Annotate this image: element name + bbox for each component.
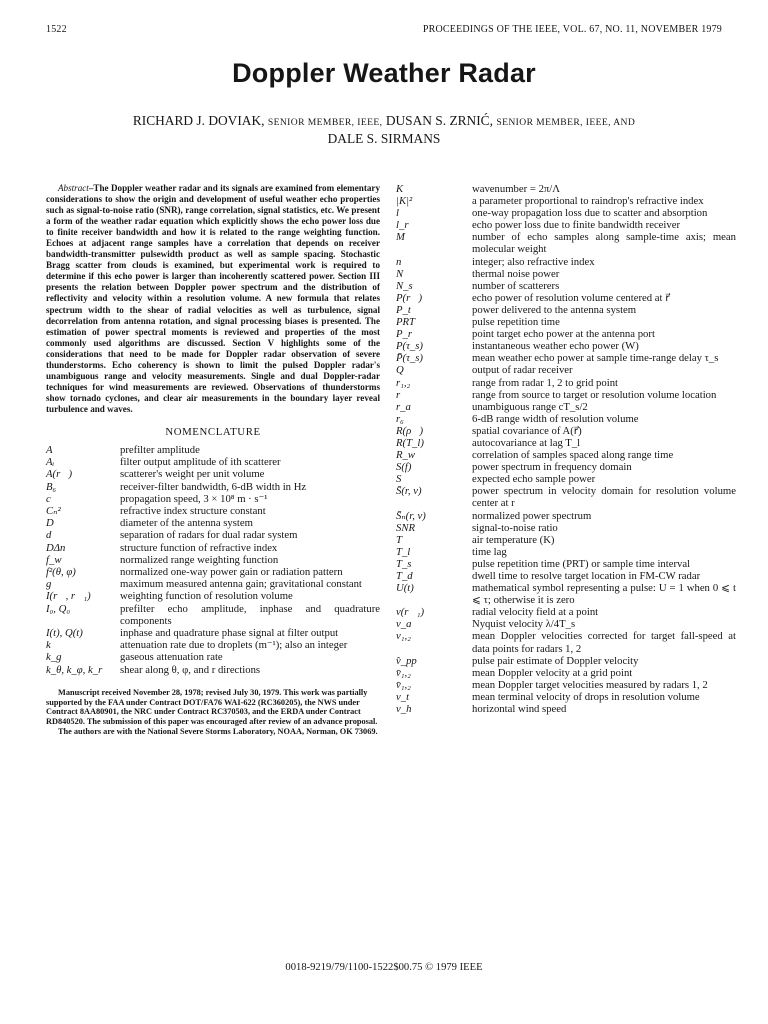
nomenclature-definition: propagation speed, 3 × 10⁸ m · s⁻¹ [120, 492, 268, 505]
nomenclature-definition: radial velocity field at a point [472, 606, 599, 619]
nomenclature-row [396, 667, 736, 679]
nomenclature-definition: filter output amplitude of ith scatterer [120, 456, 281, 469]
nomenclature-row [396, 268, 736, 280]
author-name: DUSAN S. ZRNIĆ, [385, 113, 493, 128]
nomenclature-row [396, 377, 736, 389]
nomenclature-row [396, 328, 736, 340]
nomenclature-definition: pulse pair estimate of Doppler velocity [472, 654, 639, 667]
nomenclature-row [396, 207, 736, 219]
nomenclature-symbol: Q [396, 364, 404, 377]
nomenclature-definition: range from radar 1, 2 to grid point [472, 376, 619, 389]
nomenclature-row [46, 517, 380, 529]
nomenclature-symbol: I₀, Q₀ [46, 602, 71, 615]
nomenclature-row [46, 566, 380, 578]
right-column [396, 183, 736, 715]
nomenclature-row [46, 590, 380, 602]
nomenclature-symbol: T_l [396, 545, 411, 558]
nomenclature-row [46, 578, 380, 590]
nomenclature-symbol: r₆ [396, 412, 404, 425]
nomenclature-row [396, 256, 736, 268]
nomenclature-symbol: T_d [396, 570, 413, 582]
nomenclature-symbol: N_s [396, 279, 413, 292]
nomenclature-row [396, 195, 736, 207]
nomenclature-row [396, 485, 736, 509]
abstract [46, 183, 380, 415]
nomenclature-row [396, 231, 736, 255]
copyright-footer: 0018-9219/79/1100-1522$00.75 © 1979 IEEE [285, 962, 483, 973]
nomenclature-definition: number of scatterers [472, 279, 560, 292]
nomenclature-row [396, 413, 736, 425]
nomenclature-definition: time lag [472, 545, 507, 558]
nomenclature-symbol: S̄(r, v) [396, 485, 422, 498]
nomenclature-definition: weighting function of resolution volume [120, 590, 293, 603]
nomenclature-row [396, 340, 736, 352]
nomenclature-row [396, 183, 736, 195]
nomenclature-row [396, 292, 736, 304]
nomenclature-definition: maximum measured antenna gain; gravitational constant [120, 578, 362, 591]
nomenclature-row [46, 639, 380, 651]
nomenclature-definition: power spectrum in velocity domain for resolution volume center at r [472, 485, 736, 510]
nomenclature-definition: inphase and quadrature phase signal at filter output [120, 627, 339, 640]
nomenclature-row [396, 522, 736, 534]
nomenclature-symbol: l [396, 207, 399, 220]
nomenclature-symbol: c [46, 492, 51, 505]
page-number: 1522 [46, 24, 67, 35]
abstract-text: –The Doppler weather radar and its signals are examined from elementary considerations to show the origin and development of useful weather echo properties such as signal-to-noise ratio (SNR), range correlation, signal statistics, etc. We present a form of the weather radar equation which explicitly shows the echo power loss due to finite receiver bandwidth and how it is related to the range weighting function. Echoes at adjacent range samples have a correlation that depends on receiver bandwidth-transmitter pulsewidth product as well as sample spacing. Stochastic Bragg scatter from clouds is examined, but experimental work is required to determine if this echo power is larger than incoherently scattered power. Section III presents the relation between Doppler power spectrum and the distribution of reflectivity and velocity within a resolution volume. A new formula that relates spectrum width to the shear of radial velocities as well as turbulence, signal decorrelation from antenna rotation, and signal processing biases is presented. The estimation of power spectral moments is reviewed and properties of the most commonly used algorithms are discussed. Section V highlights some of the considerations that need to be made for Doppler radar observation of severe thunderstorms. Echo coherency is shown to limit the pulsed Doppler radar's unambiguous range and velocity measurements. Single and dual Doppler-radar techniques for wind measurements are reviewed. Observations of thunderstorms show tornado cyclones, and clear air measurements in the boundary layer reveal turbulence and waves. [46, 183, 380, 414]
nomenclature-row [396, 691, 736, 703]
nomenclature-symbol: Cₙ² [46, 505, 61, 517]
nomenclature-definition: instantaneous weather echo power (W) [472, 340, 639, 353]
nomenclature-row [46, 664, 380, 676]
nomenclature-symbol: T [396, 533, 402, 546]
nomenclature-symbol: n [396, 255, 402, 268]
nomenclature-symbol: R(ρ⃗) [396, 424, 424, 437]
nomenclature-symbol: M [396, 231, 405, 244]
nomenclature-row [396, 437, 736, 449]
nomenclature-definition: normalized power spectrum [472, 509, 592, 522]
nomenclature-row [396, 606, 736, 618]
paper-title: Doppler Weather Radar [232, 58, 536, 88]
nomenclature-row [396, 401, 736, 413]
nomenclature-definition: spatial covariance of A(r⃗) [472, 424, 582, 437]
nomenclature-row [396, 510, 736, 522]
nomenclature-definition: signal-to-noise ratio [472, 521, 558, 534]
nomenclature-definition: shear along θ, φ, and r directions [120, 663, 261, 676]
nomenclature-definition: pulse repetition time [472, 316, 560, 329]
nomenclature-definition: autocovariance at lag T_l [472, 436, 581, 449]
nomenclature-definition: wavenumber = 2π/Λ [472, 183, 561, 195]
nomenclature-symbol: g [46, 578, 52, 591]
nomenclature-symbol: v_t [396, 690, 410, 703]
nomenclature-definition: 6-dB range width of resolution volume [472, 412, 639, 425]
nomenclature-symbol: S̄ₙ(r, v) [396, 509, 426, 522]
nomenclature-definition: horizontal wind speed [472, 703, 567, 716]
nomenclature-definition: mathematical symbol representing a pulse: U = 1 when 0 ⩽ t ⩽ τ; otherwise it is zero [472, 582, 736, 607]
nomenclature-symbol: v_h [396, 703, 412, 716]
nomenclature-definition: one-way propagation loss due to scatter and absorption [472, 207, 708, 220]
nomenclature-definition: prefilter echo amplitude, inphase and quadrature components [120, 602, 380, 627]
nomenclature-symbol: r_a [396, 400, 411, 413]
nomenclature-symbol: A [46, 443, 53, 456]
nomenclature-row [396, 679, 736, 691]
nomenclature-row [46, 651, 380, 663]
nomenclature-row [396, 316, 736, 328]
running-header [46, 24, 722, 38]
nomenclature-symbol: v̂_pp [396, 654, 417, 667]
nomenclature-definition: attenuation rate due to droplets (m⁻¹); also an integer [120, 639, 348, 652]
nomenclature-row [396, 352, 736, 364]
nomenclature-symbol: P̄(τ_s) [396, 352, 423, 365]
left-column [46, 183, 380, 737]
nomenclature-symbol: v_a [396, 618, 412, 631]
nomenclature-table-left [46, 444, 380, 676]
nomenclature-row [396, 703, 736, 715]
nomenclature-symbol: v̄₁,₂ [396, 678, 411, 691]
nomenclature-definition: normalized one-way power gain or radiation pattern [120, 566, 343, 579]
nomenclature-heading: NOMENCLATURE [165, 425, 261, 438]
nomenclature-definition: power delivered to the antenna system [472, 303, 637, 316]
nomenclature-symbol: A(r⃗) [46, 468, 73, 481]
nomenclature-definition: mean Doppler target velocities measured by radars 1, 2 [472, 678, 708, 691]
nomenclature-definition: structure function of refractive index [120, 541, 278, 554]
author-affiliation: SENIOR MEMBER, IEEE, AND [496, 117, 636, 128]
nomenclature-row [46, 529, 380, 541]
nomenclature-row [46, 603, 380, 627]
nomenclature-symbol: v(r⃗₁) [396, 606, 425, 619]
nomenclature-symbol: R_w [396, 449, 416, 462]
nomenclature-symbol: k [46, 639, 51, 652]
nomenclature-definition: range from source to target or resolution volume location [472, 388, 717, 401]
nomenclature-definition: echo power of resolution volume centered at r⃗ [472, 291, 670, 304]
nomenclature-row [396, 219, 736, 231]
nomenclature-row [396, 558, 736, 570]
nomenclature-definition: mean terminal velocity of drops in resolution volume [472, 690, 700, 703]
nomenclature-symbol: l_r [396, 219, 409, 232]
abstract-label: Abstract [58, 183, 89, 193]
nomenclature-definition: diameter of the antenna system [120, 517, 253, 530]
nomenclature-definition: output of radar receiver [472, 364, 573, 377]
nomenclature-row [396, 364, 736, 376]
nomenclature-row [396, 534, 736, 546]
nomenclature-symbol: f²(θ, φ) [46, 566, 76, 579]
nomenclature-row [46, 444, 380, 456]
nomenclature-symbol: k_g [46, 651, 62, 664]
nomenclature-symbol: k_θ, k_φ, k_r [46, 663, 103, 676]
nomenclature-definition: expected echo sample power [472, 473, 596, 486]
footnote-affiliation: The authors are with the National Severe Storms Laboratory, NOAA, Norman, OK 73069. [58, 727, 378, 737]
nomenclature-definition: gaseous attenuation rate [120, 651, 223, 664]
nomenclature-symbol: v₁,₂ [396, 630, 411, 643]
nomenclature-row [396, 546, 736, 558]
nomenclature-row [46, 505, 380, 517]
nomenclature-definition: scatterer's weight per unit volume [120, 468, 265, 481]
nomenclature-row [396, 473, 736, 485]
nomenclature-row [396, 655, 736, 667]
nomenclature-definition: mean Doppler velocities corrected for target fall-speed at data points for radars 1, 2 [472, 630, 736, 655]
nomenclature-symbol: R(T_l) [396, 436, 424, 449]
nomenclature-definition: mean weather echo power at sample time-range delay τ_s [472, 352, 719, 365]
nomenclature-symbol: v̄₁,₂ [396, 666, 411, 679]
nomenclature-definition: prefilter amplitude [120, 443, 200, 456]
nomenclature-definition: Nyquist velocity λ/4T_s [472, 618, 576, 631]
nomenclature-symbol: K [396, 183, 404, 195]
nomenclature-definition: number of echo samples along sample-time axis; mean molecular weight [472, 231, 736, 256]
author-name: RICHARD J. DOVIAK, [132, 113, 265, 128]
nomenclature-row [396, 461, 736, 473]
nomenclature-definition: refractive index structure constant [120, 505, 266, 517]
nomenclature-row [46, 468, 380, 480]
nomenclature-definition: a parameter proportional to raindrop's refractive index [472, 195, 704, 208]
nomenclature-symbol: |K|² [396, 195, 413, 208]
nomenclature-symbol: T_s [396, 557, 412, 570]
nomenclature-symbol: P(r⃗) [396, 291, 423, 304]
footnote [46, 688, 380, 737]
nomenclature-symbol: Aᵢ [46, 456, 55, 469]
nomenclature-symbol: S(f) [396, 461, 412, 474]
nomenclature-definition: dwell time to resolve target location in FM-CW radar [472, 570, 701, 582]
nomenclature-row [46, 554, 380, 566]
nomenclature-table-right [396, 183, 736, 715]
author-affiliation: SENIOR MEMBER, IEEE, [267, 117, 383, 128]
nomenclature-definition: echo power loss due to finite bandwidth receiver [472, 219, 681, 232]
nomenclature-row [396, 449, 736, 461]
nomenclature-row [396, 280, 736, 292]
nomenclature-symbol: d [46, 529, 52, 542]
nomenclature-definition: power spectrum in frequency domain [472, 461, 632, 474]
nomenclature-definition: normalized range weighting function [120, 553, 279, 566]
nomenclature-symbol: f_w [46, 553, 62, 566]
footnote-manuscript: Manuscript received November 28, 1978; revised July 30, 1979. This work was partially supported by the FAA under Contract DOT/FA76 WAI-622 (RC360205), the NWS under Contract 8AA80901, the NRC under Contract RC370503, and the ERDA under Contract RD840520. The submission of this paper was encouraged after review of an advance proposal. [46, 687, 378, 727]
nomenclature-symbol: PRT [396, 316, 416, 329]
nomenclature-row [396, 582, 736, 606]
nomenclature-row [396, 618, 736, 630]
nomenclature-row [46, 493, 380, 505]
nomenclature-row [46, 627, 380, 639]
nomenclature-row [396, 389, 736, 401]
author-name: DALE S. SIRMANS [327, 131, 441, 146]
nomenclature-symbol: SNR [396, 521, 416, 534]
nomenclature-symbol: I(t), Q(t) [46, 627, 83, 640]
nomenclature-definition: unambiguous range cT_s/2 [472, 400, 588, 413]
nomenclature-symbol: P_t [396, 303, 411, 316]
nomenclature-row [396, 570, 736, 582]
nomenclature-row [396, 630, 736, 654]
nomenclature-definition: correlation of samples spaced along range time [472, 449, 674, 462]
nomenclature-row [46, 481, 380, 493]
nomenclature-symbol: r [396, 388, 401, 401]
nomenclature-definition: thermal noise power [472, 267, 560, 280]
nomenclature-definition: integer; also refractive index [472, 255, 595, 268]
journal-citation: PROCEEDINGS OF THE IEEE, VOL. 67, NO. 11, NOVEMBER 1979 [422, 24, 722, 35]
nomenclature-row [46, 542, 380, 554]
nomenclature-definition: mean Doppler velocity at a grid point [472, 666, 633, 679]
nomenclature-symbol: N [396, 267, 404, 280]
nomenclature-definition: air temperature (K) [472, 533, 555, 546]
nomenclature-symbol: P(τ_s) [396, 340, 423, 353]
nomenclature-row [396, 425, 736, 437]
author-block [60, 113, 708, 147]
nomenclature-definition: pulse repetition time (PRT) or sample time interval [472, 557, 691, 570]
nomenclature-symbol: P_r [396, 328, 413, 341]
nomenclature-symbol: U(t) [396, 582, 414, 595]
nomenclature-definition: point target echo power at the antenna port [472, 328, 655, 341]
nomenclature-symbol: S [396, 473, 402, 486]
nomenclature-definition: receiver-filter bandwidth, 6-dB width in Hz [120, 480, 307, 493]
nomenclature-symbol: I(r⃗, r⃗₁) [46, 590, 91, 603]
nomenclature-symbol: B₆ [46, 480, 57, 493]
nomenclature-symbol: DΔn [46, 541, 66, 554]
nomenclature-row [396, 304, 736, 316]
nomenclature-symbol: r₁,₂ [396, 376, 411, 389]
nomenclature-definition: separation of radars for dual radar system [120, 529, 298, 542]
nomenclature-symbol: D [46, 517, 54, 530]
nomenclature-row [46, 456, 380, 468]
